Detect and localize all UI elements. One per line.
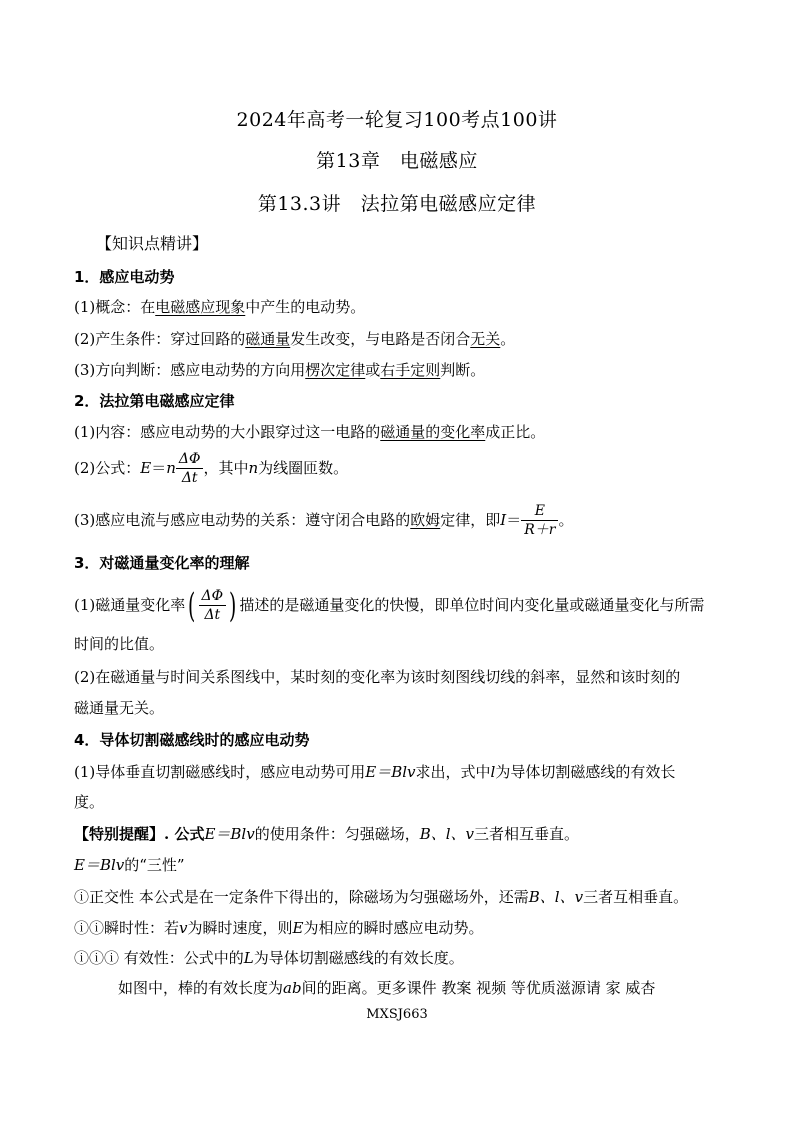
formula: E＝Blv — [365, 763, 416, 781]
text: ⓘ正交性 本公式是在一定条件下得出的，除磁场为匀强磁场外，还需 — [74, 888, 529, 906]
text: 。 — [558, 511, 574, 529]
text: 间的距离。更多课件 教案 视频 等优质滋源请 家 威杏 — [301, 979, 656, 997]
underlined-term: 楞次定律 — [305, 361, 366, 379]
text: ＝ — [151, 459, 167, 477]
s3-rate-continued: 时间的比值。 — [74, 635, 165, 653]
fraction-denominator: R＋r — [521, 520, 558, 539]
fraction-numerator: ΔΦ — [178, 451, 201, 467]
text: ⓘⓘⓘ 有效性：公式中的 — [74, 949, 244, 967]
s3-graph-line: (2)在磁通量与时间关系图线中，某时刻的变化率为该时刻图线切线的斜率，显然和该时刻的 — [74, 668, 681, 686]
text: 为相应的瞬时感应电动势。 — [303, 919, 484, 937]
underlined-term: 欧姆 — [410, 511, 441, 529]
text: ，其中 — [203, 459, 249, 477]
heading-flux-rate: 3．对磁通量变化率的理解 — [74, 554, 250, 572]
symbol-n: n — [166, 459, 176, 477]
underlined-term: 右手定则 — [380, 361, 441, 379]
heading-induced-emf: 1．感应电动势 — [74, 268, 175, 286]
text: (1)概念：在 — [74, 298, 156, 316]
text: 为导体切割磁感线的有效长 — [495, 763, 676, 781]
text: 为导体切割磁感线的有效长度。 — [253, 949, 464, 967]
heading-faraday-law: 2．法拉第电磁感应定律 — [74, 392, 235, 410]
s2-content-line — [74, 422, 545, 442]
text: 的使用条件：匀强磁场， — [254, 825, 420, 843]
text: 描述的是磁通量变化的快慢，即单位时间内变化量或磁通量变化与所需 — [239, 596, 705, 614]
symbol-L: L — [243, 949, 254, 967]
main-title: 2024年高考一轮复习100考点100讲 — [236, 109, 558, 131]
fraction-numerator: E — [534, 503, 545, 519]
chapter-title: 第13章 电磁感应 — [316, 150, 478, 172]
variables: B、l、v — [419, 825, 475, 843]
text: (1)导体垂直切割磁感线时，感应电动势可用 — [74, 763, 366, 781]
fraction-denominator: Δt — [176, 468, 204, 487]
underlined-term: 电磁感应现象 — [155, 298, 246, 316]
text: ＝ — [506, 511, 522, 529]
left-paren: ( — [188, 586, 196, 626]
text: 定律，即 — [440, 511, 501, 529]
tip-label: 【特别提醒】. 公式 — [74, 825, 205, 843]
symbol-E: E — [292, 919, 304, 937]
fraction-denominator: Δt — [199, 605, 227, 624]
text: 三者互相垂直。 — [583, 888, 689, 906]
fraction-dphi-dt — [176, 451, 204, 487]
text: 成正比。 — [485, 423, 546, 441]
variables: B、l、v — [528, 888, 584, 906]
text: 或 — [365, 361, 381, 379]
footer-code: MXSJ663 — [366, 1007, 428, 1022]
text: (3)方向判断：感应电动势的方向用 — [74, 361, 306, 379]
underlined-term: 磁通量的变化率 — [380, 423, 486, 441]
special-tip-line — [74, 824, 579, 844]
text: (3)感应电流与感应电动势的关系：遵守闭合电路的 — [74, 511, 411, 529]
text: 为瞬时速度，则 — [187, 919, 293, 937]
symbol-n: n — [248, 459, 259, 477]
text: 发生改变，与电路是否闭合 — [290, 330, 471, 348]
s1-condition-line — [74, 329, 515, 349]
s2-formula-line — [74, 446, 348, 490]
symbol-ab: ab — [283, 979, 302, 997]
text: 求出，式中 — [415, 763, 491, 781]
text: 中产生的电动势。 — [245, 298, 366, 316]
text: 。 — [500, 330, 516, 348]
text: ⓘⓘ瞬时性：若 — [74, 919, 180, 937]
fraction-E-over-R-plus-r — [521, 503, 558, 539]
formula: E＝Blv — [204, 825, 255, 843]
text: 如图中，棒的有效长度为 — [118, 979, 284, 997]
fraction-dphi-dt — [199, 588, 227, 624]
s4-perpendicular-continued: 度。 — [74, 793, 105, 811]
symbol-v: v — [179, 919, 188, 937]
instantaneity-line — [74, 918, 483, 938]
effectiveness-line — [74, 948, 464, 968]
lecture-title: 第13.3讲 法拉第电磁感应定律 — [257, 193, 537, 215]
s4-perpendicular-line — [74, 762, 675, 782]
text: (1)磁通量变化率 — [74, 596, 186, 614]
symbol-E: E — [140, 459, 152, 477]
formula: E＝Blv — [74, 856, 125, 874]
heading-conductor-cutting: 4．导体切割磁感线时的感应电动势 — [74, 731, 310, 749]
s3-graph-continued: 磁通量无关。 — [74, 699, 165, 717]
symbol-I: I — [500, 511, 507, 529]
fraction-numerator: ΔΦ — [201, 588, 224, 604]
text: 的“三性” — [124, 856, 185, 874]
underlined-term: 无关 — [470, 330, 501, 348]
figure-note-line — [118, 978, 655, 998]
text: 判断。 — [440, 361, 486, 379]
text: (1)内容：感应电动势的大小跟穿过这一电路的 — [74, 423, 381, 441]
text: 为线圈匝数。 — [258, 459, 349, 477]
orthogonality-line — [74, 887, 688, 907]
text: (2)产生条件：穿过回路的 — [74, 330, 246, 348]
right-paren: ) — [229, 586, 237, 626]
three-properties-line — [74, 855, 185, 875]
s3-rate-line — [74, 582, 704, 628]
s1-direction-line — [74, 360, 485, 380]
s1-concept-line — [74, 297, 365, 317]
text: 三者相互垂直。 — [474, 825, 580, 843]
text: (2)公式： — [74, 459, 141, 477]
s2-ohm-line — [74, 498, 573, 542]
symbol-l: l — [490, 763, 496, 781]
section-label: 【知识点精讲】 — [96, 234, 209, 253]
underlined-term: 磁通量 — [245, 330, 291, 348]
